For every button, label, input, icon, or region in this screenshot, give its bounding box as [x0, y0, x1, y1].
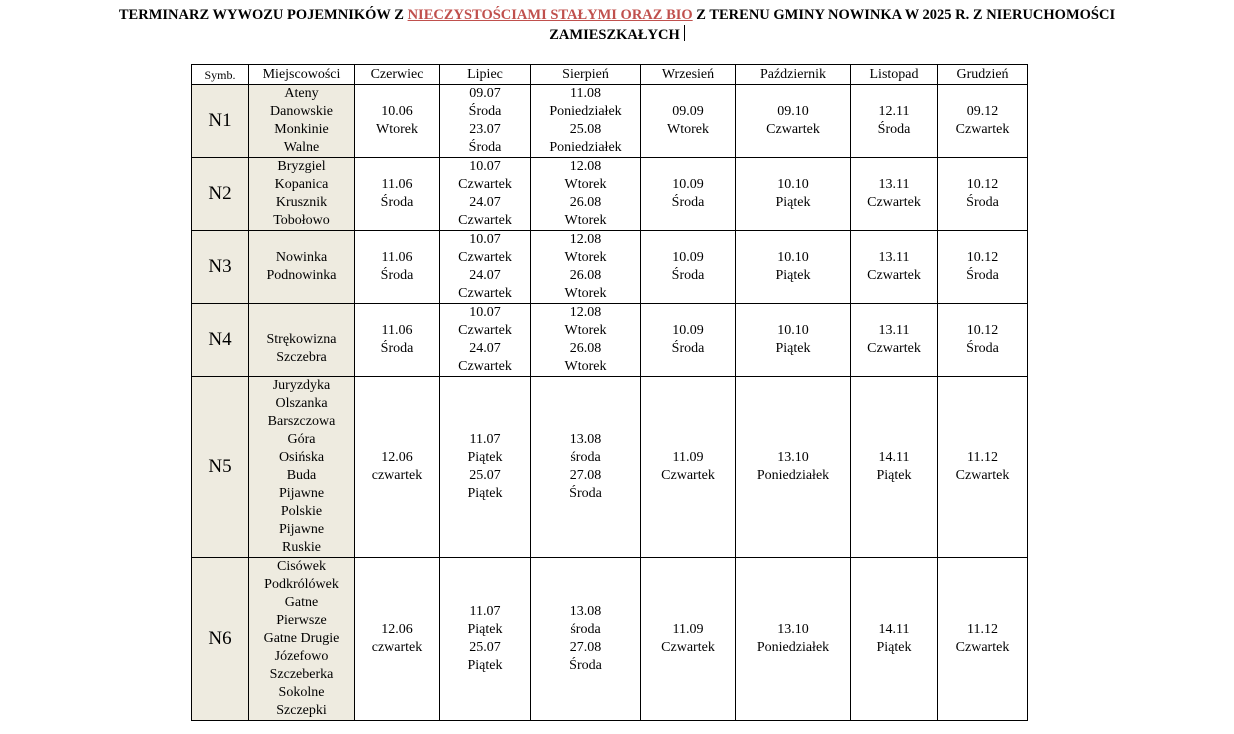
pickup-cell — [531, 377, 641, 558]
pickup-weekday: czwartek — [371, 468, 423, 483]
pickup-cell — [641, 558, 736, 721]
pickup-cell — [641, 85, 736, 158]
place-name: Gatne Drugie — [263, 631, 340, 646]
place-name: Olszanka — [275, 396, 328, 411]
table-row — [192, 231, 1028, 304]
pickup-cell — [440, 158, 531, 231]
header-month-sep: Wrzesień — [641, 65, 736, 85]
pickup-cell — [440, 377, 531, 558]
place-name: Nowinka — [275, 250, 328, 265]
place-name: Polskie — [280, 504, 323, 519]
pickup-weekday: Wtorek — [564, 323, 607, 338]
row-symbol: N2 — [192, 158, 249, 231]
pickup-date: 23.07 — [469, 122, 501, 137]
pickup-date: 25.08 — [569, 122, 602, 137]
place-name: Pierwsze — [276, 613, 327, 628]
pickup-cell — [355, 158, 440, 231]
pickup-date: 11.09 — [672, 450, 704, 465]
header-places: Miejscowości — [249, 65, 355, 85]
pickup-weekday: Środa — [671, 268, 705, 283]
pickup-weekday: Środa — [468, 104, 502, 119]
row-places — [249, 231, 355, 304]
title-highlight: NIECZYSTOŚCIAMI STAŁYMI ORAZ BIO — [407, 7, 693, 23]
pickup-cell — [355, 231, 440, 304]
pickup-cell — [938, 304, 1028, 377]
pickup-cell — [641, 231, 736, 304]
place-name: Pijawne — [278, 522, 325, 537]
header-symbol: Symb. — [192, 65, 249, 85]
pickup-date: 10.12 — [966, 250, 999, 265]
pickup-weekday: Czwartek — [867, 195, 921, 210]
pickup-weekday: Poniedziałek — [549, 140, 622, 155]
pickup-date: 11.12 — [967, 450, 998, 465]
pickup-weekday: czwartek — [371, 640, 423, 655]
pickup-weekday: Wtorek — [564, 177, 607, 192]
pickup-weekday: Piątek — [775, 341, 811, 356]
pickup-cell — [440, 85, 531, 158]
document-title — [0, 5, 1234, 45]
pickup-date: 13.11 — [878, 250, 910, 265]
place-name: Józefowo — [274, 649, 329, 664]
header-month-jun: Czerwiec — [355, 65, 440, 85]
pickup-date: 10.06 — [381, 104, 413, 119]
pickup-weekday: Środa — [966, 195, 999, 210]
place-name: Krusznik — [275, 195, 328, 210]
pickup-weekday: Czwartek — [661, 468, 715, 483]
row-places — [249, 558, 355, 721]
pickup-date: 10.07 — [469, 305, 501, 320]
pickup-weekday: Piątek — [467, 486, 503, 501]
place-name: Podnowinka — [266, 268, 337, 283]
pickup-cell — [851, 377, 938, 558]
row-symbol: N4 — [192, 304, 249, 377]
pickup-date: 14.11 — [878, 450, 910, 465]
pickup-weekday: Poniedziałek — [756, 640, 830, 655]
pickup-cell — [641, 304, 736, 377]
pickup-weekday: Środa — [380, 341, 414, 356]
place-name: Ateny — [284, 86, 319, 101]
pickup-date: 12.08 — [569, 232, 602, 247]
header-month-dec: Grudzień — [938, 65, 1028, 85]
place-name: Osińska — [278, 450, 325, 465]
row-places — [249, 85, 355, 158]
place-name: Bryzgiel — [277, 159, 326, 174]
pickup-date: 25.07 — [469, 468, 501, 483]
pickup-date: 13.11 — [878, 323, 910, 338]
pickup-date: 26.08 — [569, 195, 602, 210]
pickup-date: 11.06 — [381, 323, 413, 338]
row-symbol: N5 — [192, 377, 249, 558]
table-row — [192, 377, 1028, 558]
pickup-cell — [938, 158, 1028, 231]
pickup-weekday: Czwartek — [867, 268, 921, 283]
pickup-cell — [641, 377, 736, 558]
pickup-cell — [531, 85, 641, 158]
title-line-2: ZAMIESZKAŁYCH — [549, 27, 680, 43]
pickup-cell — [736, 231, 851, 304]
pickup-weekday: Czwartek — [458, 359, 512, 374]
pickup-date: 09.07 — [469, 86, 501, 101]
pickup-date: 12.08 — [569, 159, 602, 174]
pickup-date: 11.12 — [967, 622, 998, 637]
pickup-date: 13.10 — [777, 450, 809, 465]
pickup-cell — [851, 85, 938, 158]
pickup-weekday: Środa — [966, 268, 999, 283]
pickup-weekday: Czwartek — [458, 323, 512, 338]
pickup-weekday: Środa — [380, 195, 414, 210]
table-row — [192, 558, 1028, 721]
place-name: Monkinie — [274, 122, 329, 137]
pickup-weekday: Piątek — [775, 195, 811, 210]
place-name: Szczeberka — [269, 667, 334, 682]
pickup-weekday: Wtorek — [564, 286, 607, 301]
pickup-date: 25.07 — [469, 640, 501, 655]
pickup-cell — [355, 377, 440, 558]
header-month-aug: Sierpień — [531, 65, 641, 85]
place-name: Danowskie — [270, 104, 333, 119]
pickup-weekday: Czwartek — [867, 341, 921, 356]
place-name: Walne — [283, 140, 320, 155]
header-month-nov: Listopad — [851, 65, 938, 85]
pickup-date: 27.08 — [569, 468, 602, 483]
pickup-weekday: Czwartek — [955, 122, 1010, 137]
table-row — [192, 85, 1028, 158]
title-part-2: Z TERENU GMINY NOWINKA W 2025 R. Z NIERUCHOMOŚCI — [692, 7, 1116, 23]
pickup-cell — [531, 558, 641, 721]
pickup-date: 10.07 — [469, 159, 501, 174]
pickup-date: 09.12 — [966, 104, 999, 119]
pickup-date: 10.12 — [966, 177, 999, 192]
pickup-weekday: Piątek — [467, 450, 503, 465]
pickup-date: 09.09 — [672, 104, 704, 119]
pickup-cell — [736, 377, 851, 558]
pickup-date: 10.09 — [672, 323, 704, 338]
pickup-cell — [355, 85, 440, 158]
pickup-weekday: Czwartek — [766, 122, 820, 137]
pickup-cell — [736, 304, 851, 377]
pickup-cell — [851, 558, 938, 721]
place-name: Góra — [287, 432, 316, 447]
pickup-date: 27.08 — [569, 640, 602, 655]
pickup-cell — [851, 304, 938, 377]
pickup-weekday: Środa — [671, 341, 705, 356]
pickup-date: 10.10 — [777, 323, 809, 338]
pickup-weekday: Czwartek — [458, 250, 512, 265]
pickup-cell — [938, 377, 1028, 558]
place-name: Buda — [286, 468, 317, 483]
place-name: Szczebra — [276, 350, 327, 365]
pickup-weekday: Piątek — [467, 622, 503, 637]
pickup-weekday: Wtorek — [564, 359, 607, 374]
pickup-weekday: Piątek — [876, 468, 912, 483]
pickup-weekday: Piątek — [775, 268, 811, 283]
pickup-weekday: Środa — [569, 658, 602, 673]
row-places — [249, 377, 355, 558]
title-part-1: TERMINARZ WYWOZU POJEMNIKÓW Z — [118, 7, 408, 23]
pickup-date: 24.07 — [469, 341, 501, 356]
pickup-date: 13.08 — [569, 604, 602, 619]
pickup-date: 11.06 — [381, 250, 413, 265]
pickup-date: 11.09 — [672, 622, 704, 637]
pickup-cell — [851, 231, 938, 304]
pickup-date: 12.06 — [381, 450, 413, 465]
pickup-weekday: Środa — [671, 195, 705, 210]
pickup-weekday: Czwartek — [955, 640, 1010, 655]
pickup-date: 10.12 — [966, 323, 999, 338]
pickup-date: 12.06 — [381, 622, 413, 637]
row-symbol: N6 — [192, 558, 249, 721]
place-name: Szczepki — [276, 703, 327, 718]
schedule-table — [191, 64, 1028, 721]
place-name: Ruskie — [282, 540, 321, 555]
row-symbol: N3 — [192, 231, 249, 304]
pickup-cell — [736, 85, 851, 158]
pickup-cell — [736, 558, 851, 721]
pickup-cell — [440, 558, 531, 721]
pickup-date: 12.11 — [878, 104, 910, 119]
table-row — [192, 158, 1028, 231]
pickup-date: 09.10 — [777, 104, 809, 119]
pickup-cell — [641, 158, 736, 231]
header-month-jul: Lipiec — [440, 65, 531, 85]
pickup-date: 11.08 — [570, 86, 601, 101]
place-name: Kopanica — [274, 177, 329, 192]
pickup-weekday: Czwartek — [458, 286, 512, 301]
pickup-date: 10.10 — [777, 250, 809, 265]
pickup-weekday: Środa — [569, 486, 602, 501]
pickup-weekday: Piątek — [876, 640, 912, 655]
pickup-cell — [531, 231, 641, 304]
pickup-date: 26.08 — [569, 341, 602, 356]
header-row — [192, 65, 1028, 85]
pickup-cell — [851, 158, 938, 231]
place-name: Cisówek — [277, 559, 326, 574]
pickup-weekday: środa — [570, 450, 601, 465]
pickup-date: 11.07 — [469, 432, 501, 447]
pickup-cell — [440, 231, 531, 304]
pickup-weekday: Wtorek — [376, 122, 418, 137]
pickup-date: 26.08 — [569, 268, 602, 283]
pickup-date: 10.10 — [777, 177, 809, 192]
pickup-date: 10.09 — [672, 250, 704, 265]
pickup-weekday: Środa — [877, 122, 911, 137]
pickup-weekday: Środa — [380, 268, 414, 283]
pickup-cell — [938, 85, 1028, 158]
pickup-cell — [355, 304, 440, 377]
pickup-weekday: Środa — [966, 341, 999, 356]
pickup-date: 13.08 — [569, 432, 602, 447]
pickup-cell — [531, 304, 641, 377]
pickup-weekday: Czwartek — [458, 177, 512, 192]
pickup-date: 24.07 — [469, 268, 501, 283]
pickup-date: 11.06 — [381, 177, 413, 192]
place-name: Strękowizna — [266, 332, 337, 347]
place-name: Pijawne — [278, 486, 325, 501]
place-name: Podkrólówek — [264, 577, 339, 592]
pickup-cell — [355, 558, 440, 721]
text-cursor — [684, 25, 685, 41]
pickup-weekday: Piątek — [467, 658, 503, 673]
pickup-cell — [938, 558, 1028, 721]
pickup-cell — [938, 231, 1028, 304]
pickup-weekday: Czwartek — [458, 213, 512, 228]
pickup-date: 24.07 — [469, 195, 501, 210]
place-name: Gatne — [284, 595, 319, 610]
pickup-weekday: środa — [570, 622, 601, 637]
table-body — [192, 85, 1028, 721]
row-places — [249, 304, 355, 377]
place-name: Tobołowo — [273, 213, 330, 228]
pickup-weekday: Środa — [468, 140, 502, 155]
place-name: Barszczowa — [267, 414, 336, 429]
pickup-weekday: Czwartek — [661, 640, 715, 655]
pickup-date: 14.11 — [878, 622, 910, 637]
pickup-weekday: Wtorek — [564, 250, 607, 265]
pickup-cell — [440, 304, 531, 377]
pickup-date: 11.07 — [469, 604, 501, 619]
pickup-date: 13.11 — [878, 177, 910, 192]
pickup-cell — [736, 158, 851, 231]
pickup-date: 10.09 — [672, 177, 704, 192]
table-row — [192, 304, 1028, 377]
pickup-date: 13.10 — [777, 622, 809, 637]
pickup-date: 10.07 — [469, 232, 501, 247]
row-symbol: N1 — [192, 85, 249, 158]
pickup-date: 12.08 — [569, 305, 602, 320]
pickup-weekday: Wtorek — [667, 122, 709, 137]
place-name: Sokolne — [278, 685, 325, 700]
row-places — [249, 158, 355, 231]
header-month-oct: Październik — [736, 65, 851, 85]
pickup-weekday: Poniedziałek — [549, 104, 622, 119]
pickup-weekday: Wtorek — [564, 213, 607, 228]
pickup-weekday: Czwartek — [955, 468, 1010, 483]
pickup-weekday: Poniedziałek — [756, 468, 830, 483]
pickup-cell — [531, 158, 641, 231]
place-name: Juryzdyka — [272, 378, 331, 393]
